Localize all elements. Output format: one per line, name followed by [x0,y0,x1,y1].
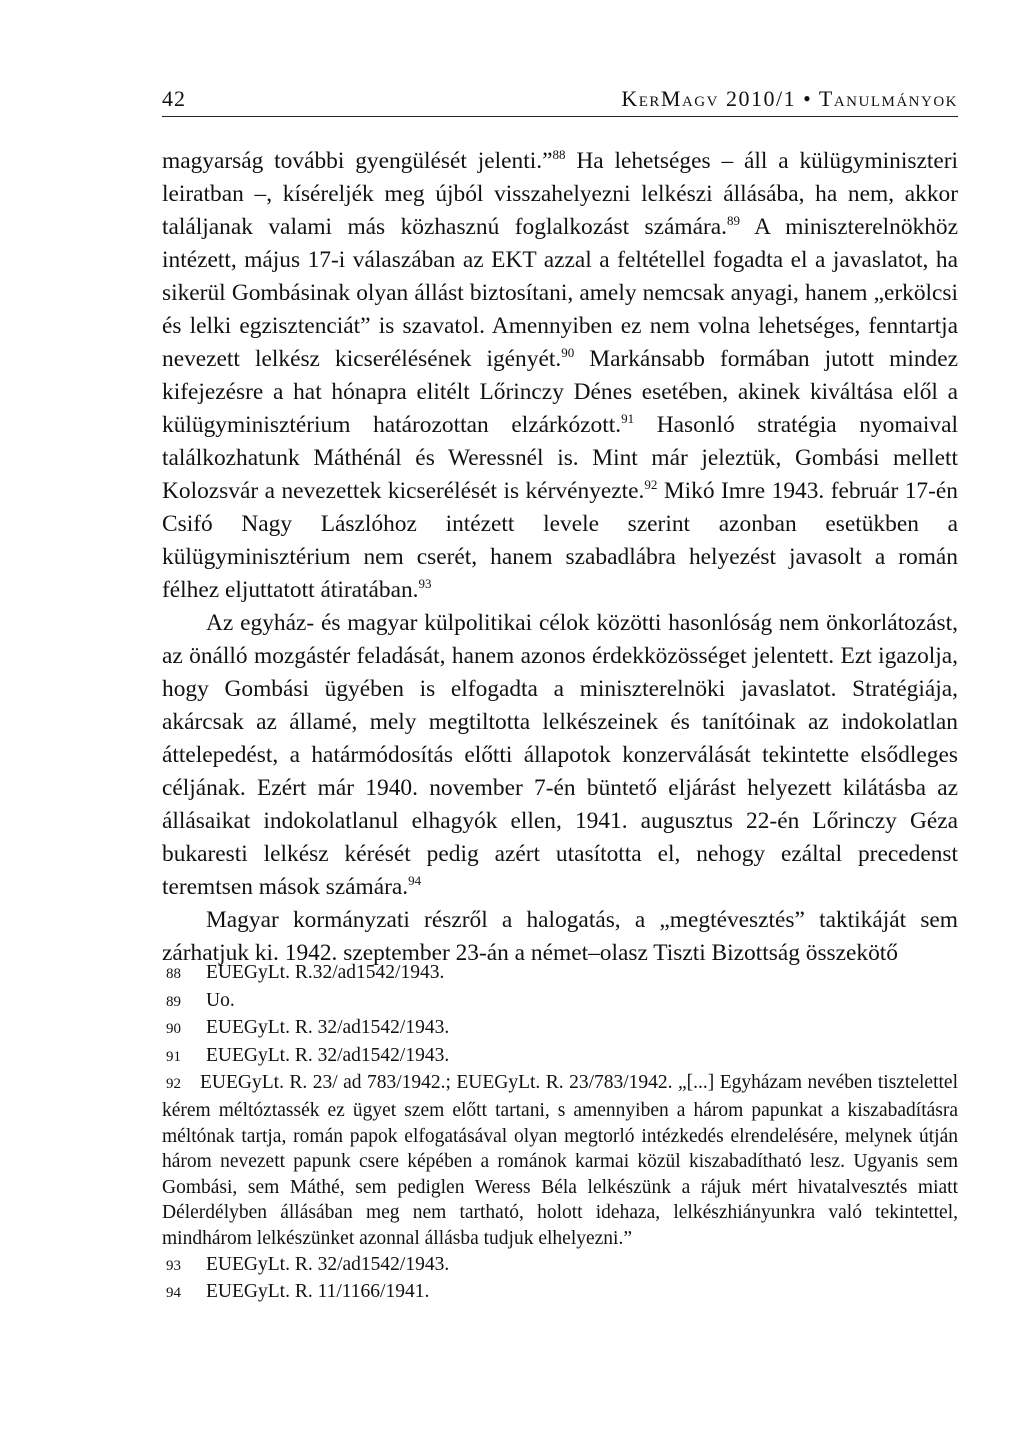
footnote-ref: 91 [621,411,635,426]
footnote-ref: 90 [561,345,575,360]
footnote [162,1015,958,1043]
footnote-text: EUEGyLt. R. 11/1166/1941. [206,1281,430,1303]
text-run: Markánsabb formában jutott mindez kifejezésre a hat hónapra elitélt Lőrinczy Dénes esetében, akinek kiváltása elől a külügyminisztérium határozottan elzárkózott. [162,346,958,438]
footnote-text: Uo. [206,989,235,1011]
footnote-ref: 92 [644,477,658,492]
footnote-ref: 89 [727,213,740,228]
footnote-text: EUEGyLt. R. 32/ad1542/1943. [206,1017,450,1039]
footnote [162,1252,958,1280]
text-run: Ha lehetséges – áll a külügyminiszteri leiratban –, kíséreljék meg újból visszahelyezni lelkészi állásába, ha nem, akkor találjanak valami más közhasznú foglalkozást számára. [162,148,958,240]
footnote [162,1070,958,1251]
footnote-text: EUEGyLt. R. 23/ ad 783/1942.; EUEGyLt. R. 23/783/1942. „[...] Egyházam nevében tisztelettel kérem méltóztassék ez ügyet szem előtt tartani, s amennyiben a három papunkat a kiszabadításra méltónak tartja, román papok elfogatásával olyan megtorló intézkedés elrendelésére, melynek útján három nevezett papunk csere képében a románok karmai közül kiszabadítható lesz. Ugyanis sem Gombási, sem Máthé, sem pediglen Weress Béla lelkészünk a rájuk mért hivatalvesztés miatt Délerdélyben állásában meg nem tartható, holott idehaza, lelkészhiányunkra való tekintettel, mindhárom lelkészünket azonnal állásba tudjuk elhelyezni.” [162,1072,958,1249]
running-header [162,86,958,117]
paragraph [162,607,958,904]
text-run: magyarság további gyengülését jelenti.” [162,148,553,174]
main-text [162,145,958,970]
footnote-number: 93 [166,1257,181,1274]
footnote [162,1043,958,1071]
footnote-text: EUEGyLt. R.32/ad1542/1943. [206,962,445,983]
footnote-number: 90 [166,1021,181,1038]
footnote-number: 89 [166,993,181,1010]
footnote [162,988,958,1016]
footnote-number: 91 [166,1048,181,1065]
footnote [162,1279,958,1307]
footnote-number: 92 [166,1076,181,1093]
text-run: Az egyház- és magyar külpolitikai célok közötti hasonlóság nem önkorlátozást, az önálló mozgástér feladását, hanem azonos érdekközösséget jelentett. Ezt igazolja, hogy Gombási ügyében is elfogadta a miniszterelnöki javaslatot. Stratégiája, akárcsak az államé, mely megtiltotta lelkészeinek és tanítóinak az indokolatlan áttelepedést, a határmódosítás előtti állapotok konzerválását tekintette elsődleges céljának. Ezért már 1940. november 7-én büntető eljárást helyezett kilátásba az állásaikat indokolatlanul elhagyók ellen, 1941. augusztus 22-én Lőrinczy Géza bukaresti lelkész kérését pedig azért utasította el, nehogy ezáltal precedenst teremtsen mások számára. [162,610,958,900]
footnote-ref: 88 [552,147,566,162]
page-number: 42 [162,86,186,111]
running-head: KerMagv 2010/1 • Tanulmányok [621,86,958,111]
footnote-ref: 94 [408,873,422,888]
footnote-number: 88 [166,966,181,982]
footnote-number: 94 [166,1285,181,1302]
footnote [162,960,958,988]
footnote-text: EUEGyLt. R. 32/ad1542/1943. [206,1253,450,1275]
paragraph [162,145,958,607]
footnote-ref: 93 [418,576,432,591]
text-run: Magyar kormányzati részről a halogatás, a „megtévesztés” taktikáját sem zárhatjuk ki. 1942. szeptember 23-án a német–olasz Tiszti Bizottság összekötő [162,907,958,966]
footnote-text: EUEGyLt. R. 32/ad1542/1943. [206,1044,450,1066]
footnotes [162,960,958,1307]
text-run: Mikó Imre 1943. február 17-én Csifó Nagy Lászlóhoz intézett levele szerint azonban esetükben a külügyminisztérium nem cserét, hanem szabadlábra helyezést javasolt a román félhez eljuttatott átiratában. [162,478,958,603]
text-run: Hasonló stratégia nyomaival találkozhatunk Máthénál és Weressnél is. Mint már jeleztük, Gombási mellett Kolozsvár a nevezettek kicserélését is kérvényezte. [162,412,958,504]
text-run: A miniszterelnökhöz intézett, május 17-i válaszában az EKT azzal a feltétellel fogadta el a javaslatot, ha sikerül Gombásinak olyan állást biztosítani, amely nemcsak anyagi, hanem „erkölcsi és lelki egzisztenciát” is szavatol. Amennyiben ez nem volna lehetséges, fenntartja nevezett lelkész kicserélésének igényét. [162,214,958,372]
